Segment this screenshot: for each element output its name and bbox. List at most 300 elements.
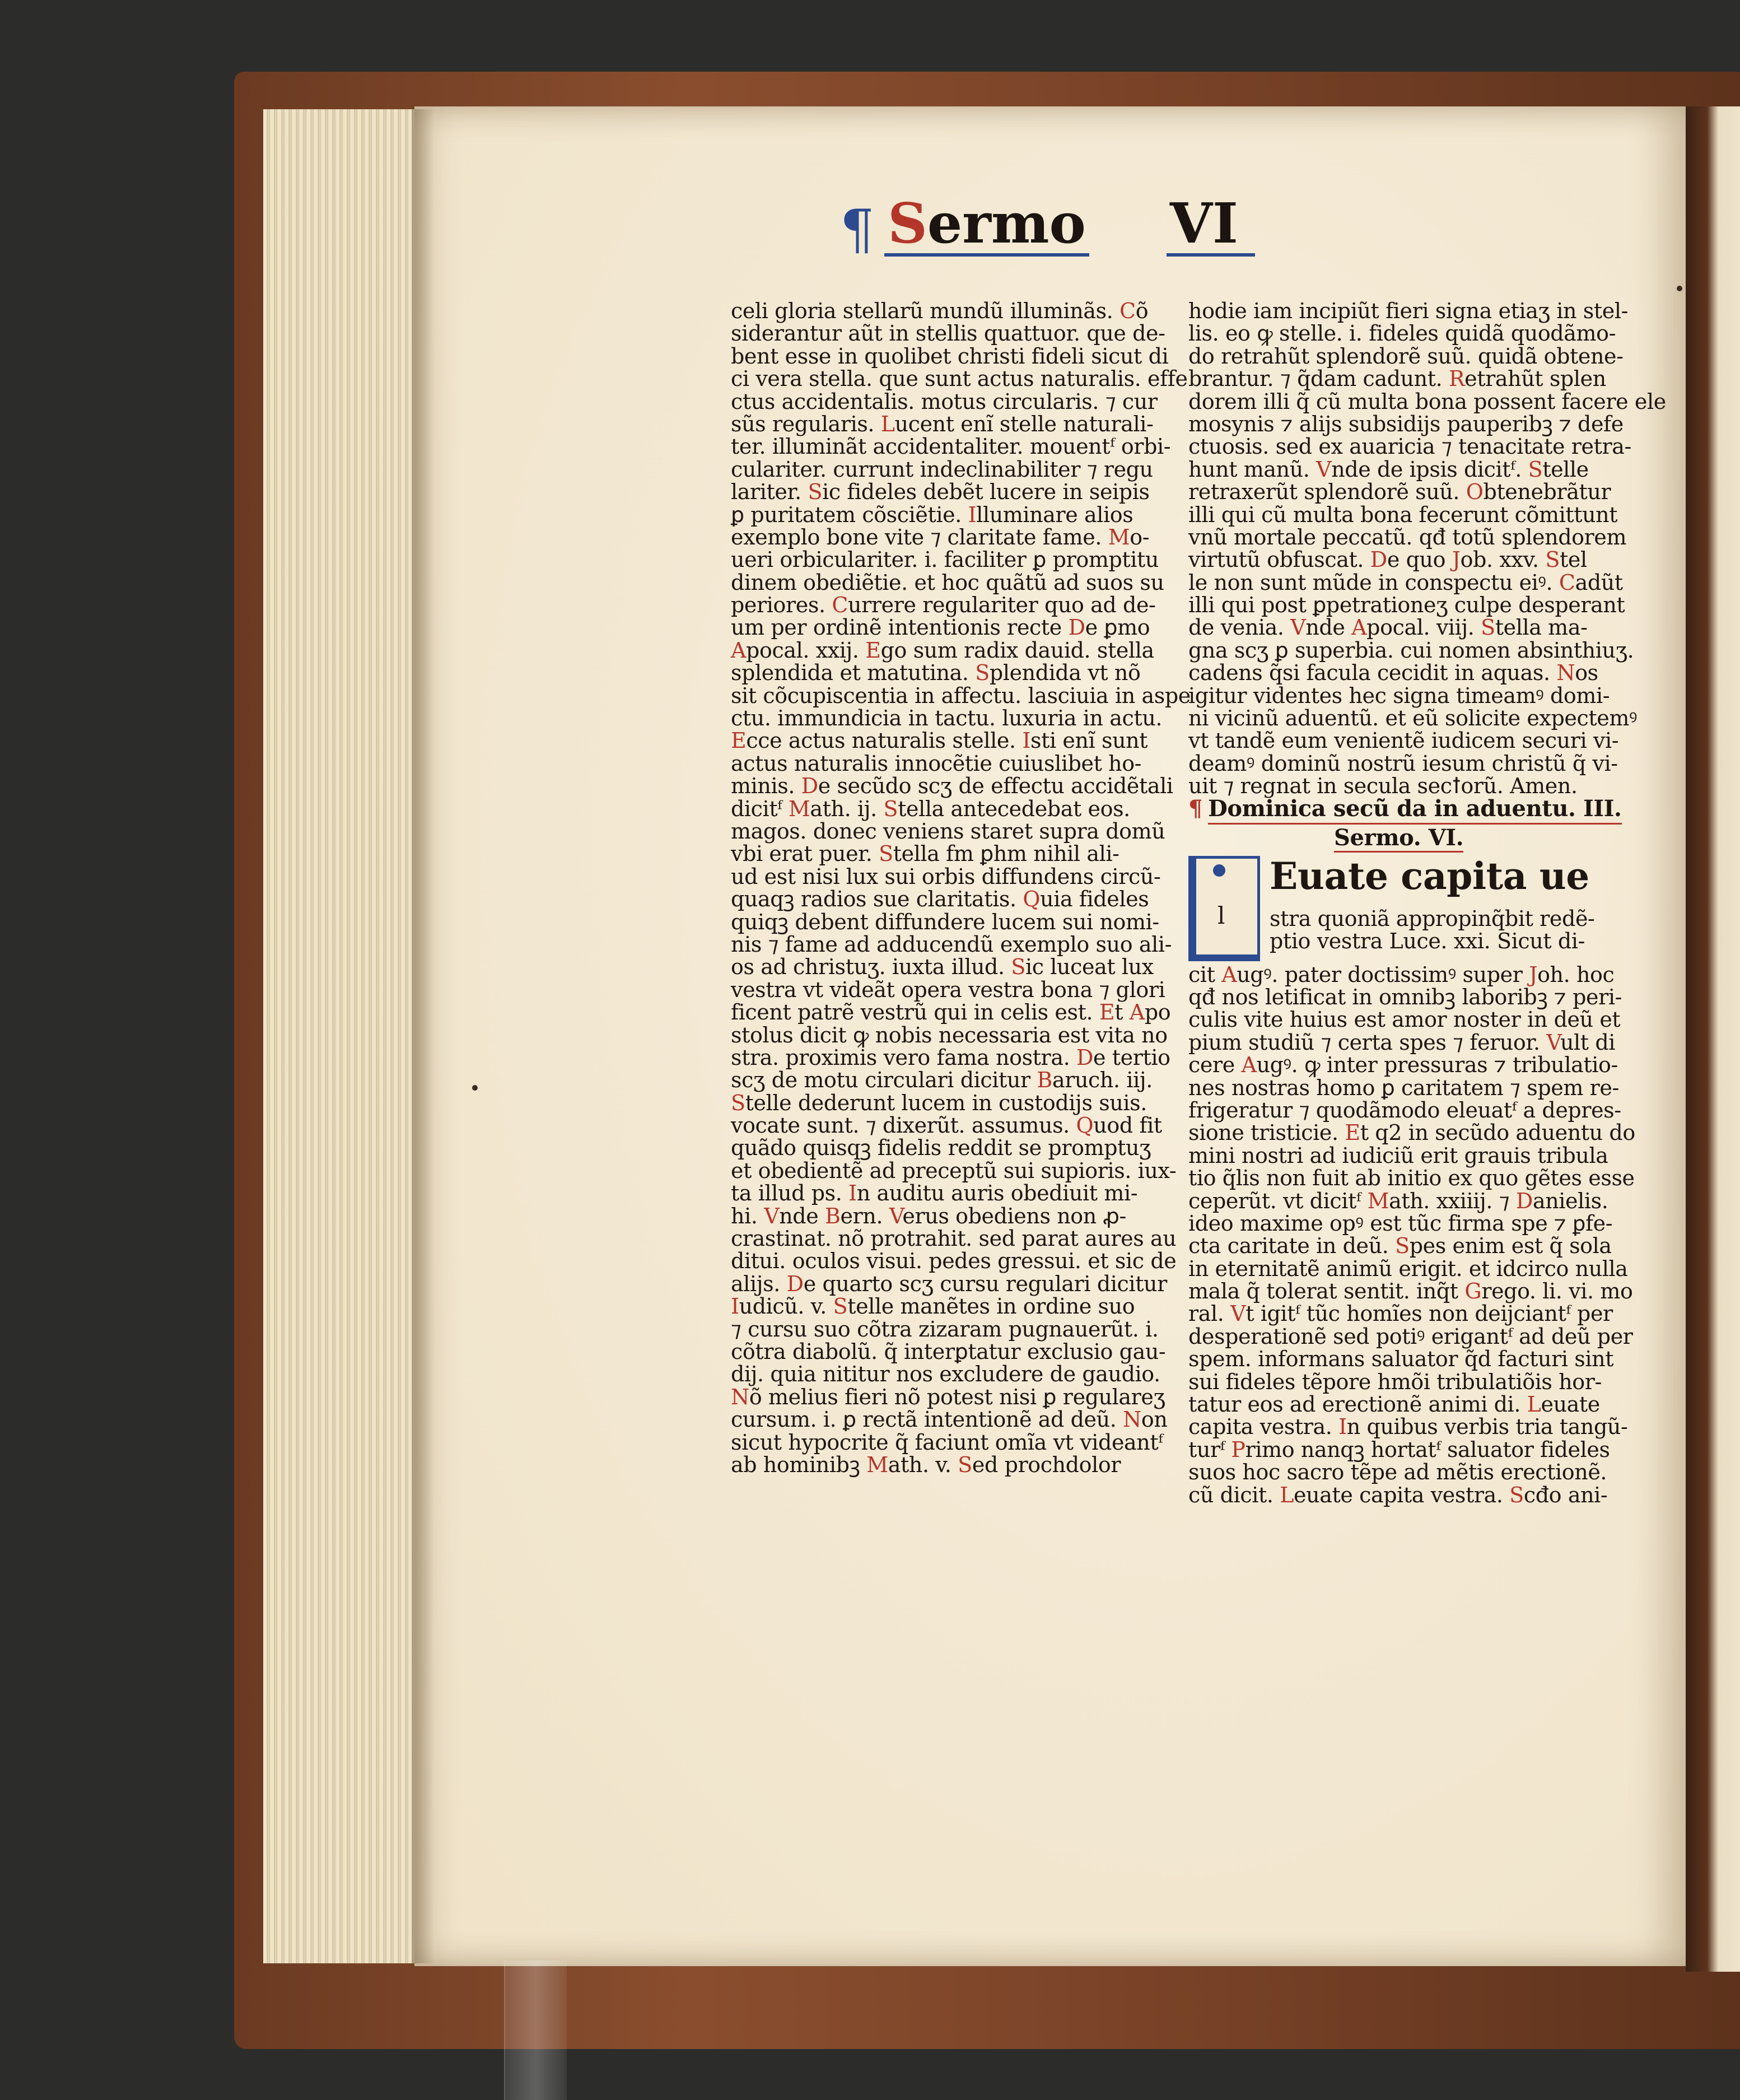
text-line [1188, 1302, 1636, 1325]
line-text: aruch. iij. [1052, 1068, 1153, 1093]
line-text: vestra vt videãt opera vestra bona ⁊ glori [731, 977, 1165, 1002]
text-line [1188, 986, 1636, 1008]
text-line [1188, 752, 1636, 775]
text-line [731, 390, 1179, 413]
rubricated-capital: A [1221, 962, 1237, 987]
text-line [731, 1069, 1179, 1091]
text-line [1188, 345, 1636, 367]
rubricated-capital: J [1529, 962, 1538, 987]
line-text: cere [1188, 1053, 1242, 1078]
text-line [731, 548, 1179, 571]
line-text: ctuosis. sed ex auaricia ⁊ tenacitate retra- [1188, 434, 1631, 459]
rubricated-capital: V [764, 1203, 780, 1228]
text-line [731, 571, 1179, 594]
line-text: e quo [1387, 547, 1452, 572]
text-line [1188, 662, 1636, 684]
section-heading [1188, 795, 1636, 827]
line-text: lis. eo ꝙ stelle. i. fideles quidã quodãmo- [1188, 321, 1616, 346]
text-line [1188, 1167, 1636, 1189]
line-text: e ꝑmo [1085, 615, 1150, 640]
rubricated-capital: A [1241, 1053, 1257, 1078]
text-line [1188, 1144, 1636, 1167]
lombard-initial [1188, 856, 1260, 961]
line-text: õ melius fieri nõ potest nisi ꝑ regulareʒ [749, 1384, 1165, 1409]
line-text: o- [1130, 524, 1150, 550]
rubricated-capital: E [1345, 1120, 1360, 1146]
text-line [1188, 1099, 1636, 1121]
line-text: cadens q̃si facula cecidit in aquas. [1188, 660, 1557, 686]
line-text: on [1141, 1407, 1168, 1432]
text-line [1188, 1371, 1636, 1393]
rubricated-capital: S [1011, 954, 1025, 980]
text-line [731, 798, 1179, 820]
text-line [1188, 775, 1636, 797]
line-text: telle [1542, 457, 1589, 482]
line-text: n quibus verbis tria tangũ- [1346, 1414, 1628, 1440]
line-text: stra. proximis vero fama nostra. [731, 1045, 1076, 1070]
initial-dot [1213, 864, 1225, 877]
rubricated-capital: B [825, 1203, 841, 1228]
rubricated-capital: V [1546, 1030, 1560, 1055]
line-text: po [1144, 1000, 1171, 1025]
text-line [731, 1431, 1179, 1454]
line-text: ob. xxv. [1460, 547, 1546, 572]
rubricated-capital: S [879, 841, 893, 867]
text-line [731, 1001, 1179, 1023]
text-line [1188, 548, 1636, 571]
line-text: ꝑ puritatem cõsciẽtie. [731, 502, 968, 527]
text-line [1188, 1190, 1636, 1212]
line-text: ucent enĩ stelle naturali- [894, 411, 1154, 436]
rubricated-capital: C [1559, 570, 1575, 595]
rubricated-capital: V [889, 1203, 903, 1228]
line-text: illi qui post ꝑpetrationeʒ culpe desperant [1188, 593, 1625, 618]
rubricated-capital: S [975, 660, 990, 686]
text-line [731, 345, 1179, 367]
line-text: tio q̃lis non fuit ab initio ex quo gẽtes esse [1188, 1166, 1635, 1191]
text-line [731, 616, 1179, 639]
text-line [1188, 1325, 1636, 1348]
line-text: sti enĩ sunt [1030, 728, 1148, 753]
rubricated-capital: R [1448, 366, 1465, 392]
text-line [731, 1295, 1179, 1317]
rubricated-capital: N [1123, 1407, 1141, 1432]
line-text: rego. li. vi. mo [1481, 1279, 1633, 1304]
line-text: dij. quia nititur nos excludere de gaudio. [731, 1362, 1160, 1387]
text-line [731, 504, 1179, 526]
running-head [840, 189, 1255, 261]
line-text: ult di [1560, 1030, 1616, 1055]
rubricated-capital: M [1367, 1188, 1389, 1213]
line-text: in eternitatẽ animũ erigit. et idcirco nulla [1188, 1256, 1628, 1281]
line-text: tella antecedebat eos. [898, 796, 1130, 821]
line-text: ugꝰ. pater doctissimꝰ super [1237, 962, 1529, 987]
line-text: uia fideles [1040, 887, 1149, 912]
line-text: quaqꝫ radios sue claritatis. [731, 887, 1023, 912]
line-text: õ [1135, 299, 1149, 323]
text-line [731, 1454, 1179, 1476]
line-text: e quarto scʒ cursu regulari dicitur [803, 1271, 1167, 1296]
rubricated-capital: I [1338, 1414, 1347, 1440]
line-text: gna scʒ ꝑ superbia. cui nomen absinthiuʒ. [1188, 637, 1634, 663]
line-text: ath. v. [888, 1452, 958, 1477]
rubricated-capital: S [1481, 615, 1495, 640]
line-text: ern. [840, 1203, 889, 1228]
rubricated-capital: A [1129, 1000, 1145, 1025]
line-text: nde [779, 1203, 825, 1228]
line-text: ter. illuminãt accidentaliter. mouentᶠ orbi- [731, 434, 1171, 459]
text-line [731, 1386, 1179, 1408]
facing-page-edge [1686, 106, 1740, 1972]
text-line [731, 639, 1179, 662]
line-text: dicitᶠ [731, 796, 789, 821]
text-line [731, 1273, 1179, 1295]
line-text: ideo maxime opꝰ est tũc firma spe ⁊ ꝑfe- [1188, 1210, 1613, 1236]
text-line [731, 979, 1179, 1001]
text-line [731, 413, 1179, 435]
text-line [731, 752, 1179, 775]
rubricated-capital: M [866, 1452, 888, 1477]
text-line [731, 662, 1179, 684]
rubricated-capital: E [1099, 1000, 1115, 1025]
text-line [1188, 1031, 1636, 1054]
line-text: pium studiũ ⁊ certa spes ⁊ feruor. [1188, 1030, 1547, 1055]
line-text: ral. [1188, 1301, 1231, 1326]
line-text: de venia. [1188, 615, 1291, 640]
line-text: cũ dicit. [1188, 1482, 1280, 1507]
text-line [1188, 389, 1666, 414]
text-line [731, 481, 1179, 503]
line-text: pes enim est q̃ sola [1409, 1233, 1612, 1259]
text-line [731, 956, 1179, 978]
text-line [1188, 1280, 1636, 1302]
line-text: brantur. ⁊ q̃dam cadunt. [1188, 366, 1449, 392]
rubricated-capital: L [1527, 1392, 1541, 1417]
running-head-number: VI [1167, 195, 1255, 257]
text-line [731, 1137, 1179, 1159]
rubricated-capital: E [865, 637, 881, 663]
rubricated-capital: L [1280, 1482, 1294, 1507]
rubricated-capital: A [731, 637, 747, 663]
line-text: tella ma- [1495, 615, 1588, 640]
text-line [731, 1250, 1179, 1272]
line-text: magos. donec veniens staret supra domũ [731, 818, 1165, 844]
line-text: ugꝰ. ꝙ inter pressuras ⁊ tribulatio- [1256, 1053, 1618, 1078]
line-text: desperationẽ sed potiꝰ erigantᶠ ad deũ per [1188, 1324, 1633, 1349]
line-text: adũt [1575, 570, 1623, 595]
rubricated-capital: D [1370, 547, 1387, 572]
rubricated-capital: P [1231, 1437, 1245, 1462]
line-text: sicut hypocrite q̃ faciunt omĩa vt videantᶠ [731, 1430, 1163, 1455]
line-text: ctu. immundicia in tactu. luxuria in actu. [731, 706, 1163, 731]
line-text: ic fideles debẽt lucere in seipis [822, 479, 1150, 505]
line-text: cđo ani- [1523, 1482, 1608, 1507]
line-text: vocate sunt. ⁊ dixerũt. assumus. [731, 1113, 1076, 1138]
line-text: illi qui cũ multa bona fecerunt cõmittunt [1188, 502, 1618, 527]
guide-letter: l [1217, 901, 1225, 929]
line-text: mala q̃ tolerat sentit. inq̃t [1188, 1279, 1465, 1304]
line-text: quiqꝫ debent diffundere lucem sui nomi- [731, 909, 1159, 934]
rubricated-capital: I [848, 1181, 857, 1206]
line-text: nde [1305, 615, 1352, 640]
line-text: stolus dicit ꝙ nobis necessaria est vita no [731, 1022, 1168, 1047]
rubricated-capital: O [1466, 479, 1484, 505]
line-text: ta illud ps. [731, 1181, 849, 1206]
line-text: plendida vt nõ [989, 660, 1141, 686]
text-line [1188, 1461, 1636, 1483]
text-line [731, 888, 1179, 910]
text-line [731, 729, 1179, 752]
text-line [731, 1340, 1179, 1363]
section-heading-text: Dominica secũ da in aduentu. III. [1208, 795, 1621, 825]
line-text: erus obediens non ꝓ- [902, 1203, 1126, 1228]
sermon-subheading [1188, 824, 1636, 851]
text-line [1188, 526, 1636, 548]
rubricated-capital: Q [1023, 887, 1041, 912]
line-text: btenebrãtur [1483, 479, 1611, 505]
text-line [731, 1024, 1179, 1046]
line-text: hunt manũ. [1188, 457, 1317, 482]
rubricated-capital: D [1515, 1188, 1533, 1213]
text-line [731, 1363, 1179, 1385]
line-text: lariter. [731, 479, 808, 505]
line-text: rimo nanqꝫ hortatᶠ saluator fideles [1245, 1437, 1610, 1462]
line-text: periores. [731, 593, 832, 618]
line-text: ditui. oculos visui. pedes gressui. et sic de [731, 1249, 1177, 1274]
text-column-right [1188, 299, 1666, 1507]
text-line [1188, 1258, 1636, 1280]
line-text: uod fit [1093, 1113, 1162, 1138]
line-text: euate capita vestra. [1294, 1482, 1510, 1507]
text-line [731, 594, 1179, 616]
text-line [1188, 639, 1636, 662]
rubricated-capital: V [1290, 615, 1306, 640]
line-text: vt tandẽ eum venientẽ iudicem securi vi- [1188, 728, 1619, 753]
rubricated-capital: S [1509, 1482, 1524, 1507]
right-column-bottom-text [1188, 963, 1636, 1506]
rubricated-capital: S [833, 1294, 848, 1319]
line-text: sũs regularis. [731, 411, 881, 436]
line-text: le non sunt mũde in conspectu eiꝰ. [1188, 570, 1559, 595]
rubricated-capital: S [1395, 1233, 1410, 1259]
incipit-block [1188, 851, 1636, 963]
line-text: sui fideles tẽpore hmõi tribulatiõis hor- [1188, 1369, 1602, 1394]
text-line [731, 1227, 1179, 1250]
section-pilcrow: ¶ [1188, 795, 1203, 822]
line-text: vbi erat puer. [731, 841, 879, 867]
rubricated-capital: D [1076, 1045, 1094, 1070]
page-holder-strap [504, 1961, 567, 2100]
line-text: turᶠ [1188, 1437, 1231, 1462]
line-text: um per ordinẽ intentionis recte [731, 615, 1069, 640]
line-text: celi gloria stellarũ mundũ illuminãs. [731, 299, 1120, 323]
line-text: tatur eos ad erectionẽ animi di. [1188, 1392, 1527, 1417]
line-text: nde de ipsis dicitᶠ. [1331, 457, 1528, 482]
rubricated-capital: V [1230, 1301, 1246, 1326]
text-line [1188, 1077, 1636, 1099]
text-line [1188, 729, 1636, 752]
line-text: virtutũ obfuscat. [1188, 547, 1370, 572]
rubricated-capital: C [1119, 299, 1136, 323]
line-text: tel [1560, 547, 1587, 572]
line-text: cit [1188, 962, 1222, 987]
text-line [1188, 458, 1636, 481]
text-line [1188, 1121, 1636, 1144]
text-line [731, 1160, 1179, 1182]
line-text: cce actus naturalis stelle. [746, 728, 1023, 753]
text-line [1188, 1438, 1636, 1461]
line-text: hi. [731, 1203, 764, 1228]
line-text: n auditu auris obediuit mi- [856, 1181, 1138, 1206]
line-text: euate [1541, 1392, 1600, 1417]
line-text: minis. [731, 774, 801, 799]
line-text: spem. informans saluator q̃d facturi sint [1188, 1347, 1614, 1372]
rubricated-capital: B [1037, 1068, 1052, 1093]
line-text: vnũ mortale peccatũ. qđ totũ splendorem [1188, 524, 1627, 550]
rubricated-capital: D [1068, 615, 1085, 640]
line-text: ud est nisi lux sui orbis diffundens circũ- [731, 864, 1161, 889]
text-line [731, 1318, 1179, 1340]
text-line [1188, 435, 1636, 458]
line-text: suos hoc sacro tẽpe ad mẽtis erectionẽ. [1188, 1460, 1607, 1485]
line-text: ni vicinũ aduentũ. et eũ solicite expectemꝰ [1188, 706, 1638, 731]
line-text: culariter. currunt indeclinabiliter ⁊ regu [731, 457, 1153, 482]
line-text: retraxerũt splendorẽ suũ. [1188, 479, 1466, 505]
line-text: nes nostras homo ꝑ caritatem ⁊ spem re- [1188, 1075, 1619, 1100]
line-text: uit ⁊ regnat in secula secꝉorũ. Amen. [1188, 774, 1578, 799]
rubricated-capital: V [1316, 457, 1332, 482]
text-line [1188, 481, 1636, 503]
rubricated-capital: M [1108, 524, 1130, 550]
text-line [731, 1205, 1179, 1227]
text-line [1188, 504, 1636, 526]
incipit-line: Euate capita ue [1270, 854, 1589, 898]
rubricated-capital: L [880, 411, 895, 436]
text-line [1188, 1348, 1636, 1370]
text-line [731, 775, 1179, 797]
text-line [731, 1408, 1179, 1431]
line-text: telle manẽtes in ordine suo [847, 1294, 1135, 1319]
line-text: nis ⁊ fame ad adducendũ exemplo suo ali- [731, 932, 1172, 957]
line-text: qđ nos letificat in omnibꝫ laboribꝫ ⁊ peri- [1188, 984, 1622, 1009]
line-text: ath. ij. [810, 796, 884, 821]
text-line [731, 1092, 1179, 1114]
line-text: quãdo quisqꝫ fidelis reddit se promptuʒ [731, 1135, 1151, 1161]
right-column-top-text [1188, 299, 1666, 799]
line-text: t q2 in secũdo aduentu do [1360, 1120, 1635, 1146]
running-head-initial: S [888, 192, 927, 257]
line-text: alijs. [731, 1271, 787, 1296]
text-line [731, 458, 1179, 481]
text-line [1188, 1235, 1636, 1257]
line-text: ath. xxiiij. ⁊ [1389, 1188, 1516, 1213]
line-text: pocal. xxij. [746, 637, 866, 663]
line-text: deamꝰ dominũ nostrũ iesum christũ q̃ vi- [1188, 751, 1618, 776]
line-text: actus naturalis innocẽtie cuiuslibet ho- [731, 751, 1142, 776]
text-line [1188, 300, 1636, 322]
incipit-line-2: stra quoniã appropinq̃bit redẽ- [1270, 906, 1595, 931]
text-line [1188, 1212, 1636, 1235]
rubricated-capital: S [883, 796, 898, 821]
line-text: capita vestra. [1188, 1414, 1339, 1440]
rubricated-capital: G [1464, 1279, 1482, 1304]
rubricated-capital: Q [1076, 1113, 1094, 1138]
text-line [731, 526, 1179, 548]
running-head-pilcrow: ¶ [840, 198, 875, 261]
rubricated-capital: E [731, 728, 747, 753]
line-text: sit cõcupiscentia in affectu. lasciuia in aspe [731, 683, 1191, 708]
rubricated-capital: A [1351, 615, 1367, 640]
rubricated-capital: I [968, 502, 977, 527]
text-line [731, 435, 1179, 458]
line-text: igitur videntes hec signa timeamꝰ domi- [1188, 683, 1610, 708]
margin-mark [1677, 286, 1682, 291]
line-text: pocal. viij. [1366, 615, 1481, 640]
line-text: splendida et matutina. [731, 660, 976, 686]
line-text: ⁊ cursu suo cõtra zizaram pugnauerũt. i. [731, 1316, 1159, 1342]
rubricated-capital: M [788, 796, 810, 821]
line-text: t [1114, 1000, 1130, 1025]
line-text: dorem illi q̃ cũ multa bona possent facere ele [1188, 389, 1666, 414]
line-text: os [1575, 660, 1598, 686]
text-line [1188, 413, 1636, 435]
text-line [731, 707, 1179, 729]
text-line [731, 911, 1179, 933]
text-line [731, 683, 1191, 708]
text-line [1188, 1484, 1636, 1506]
line-text: urrere regulariter quo ad de- [848, 593, 1156, 618]
text-line [731, 933, 1179, 956]
rubricated-capital: S [808, 479, 823, 505]
line-text: etrahũt splen [1464, 366, 1606, 392]
line-text: cta caritate in deũ. [1188, 1233, 1396, 1259]
text-line [1188, 594, 1636, 616]
text-line [1188, 322, 1636, 344]
running-head-title [884, 192, 1089, 257]
line-text: mini nostri ad iudiciũ erit grauis tribula [1188, 1143, 1608, 1168]
rubricated-capital: I [731, 1294, 739, 1319]
text-line [1188, 1393, 1636, 1415]
rubricated-capital: D [786, 1271, 804, 1296]
text-line [731, 1182, 1179, 1204]
line-text: crastinat. nõ protrahit. sed parat aures au [731, 1226, 1177, 1251]
line-text: exemplo bone vite ⁊ claritate fame. [731, 524, 1108, 550]
line-text: culis vite huius est amor noster in deũ et [1188, 1007, 1621, 1032]
line-text: et obedientẽ ad preceptũ sui supioris. iux- [731, 1158, 1177, 1183]
text-column-left [731, 299, 1191, 1477]
line-text: e secũdo scʒ de effectu accidẽtali [818, 774, 1173, 799]
line-text: hodie iam incipiũt fieri signa etiaʒ in stel- [1188, 299, 1629, 323]
page-edges [263, 109, 417, 1963]
running-head-word: ermo [927, 192, 1086, 257]
text-line [1188, 1008, 1636, 1031]
text-line [731, 1046, 1179, 1069]
line-text: ed prochdolor [972, 1452, 1121, 1477]
line-text: frigeratur ⁊ quodãmodo eleuatᶠ a depres- [1188, 1097, 1621, 1123]
line-text: dinem obediẽtie. et hoc quãtũ ad suos su [731, 570, 1164, 595]
line-text: siderantur aũt in stellis quattuor. que de- [731, 321, 1165, 346]
line-text: do retrahũt splendorẽ suũ. quidã obtene- [1188, 343, 1624, 369]
line-text: oh. hoc [1537, 962, 1615, 987]
line-text: cursum. i. ꝑ rectã intentionẽ ad deũ. [731, 1407, 1123, 1432]
text-line [1188, 616, 1636, 639]
line-text: ctus accidentalis. motus circularis. ⁊ cur [731, 389, 1158, 414]
line-text: telle dederunt lucem in custodijs suis. [745, 1090, 1147, 1115]
text-line [731, 1114, 1179, 1137]
text-line [731, 366, 1188, 392]
text-line [1188, 1415, 1636, 1438]
text-line [731, 300, 1179, 322]
